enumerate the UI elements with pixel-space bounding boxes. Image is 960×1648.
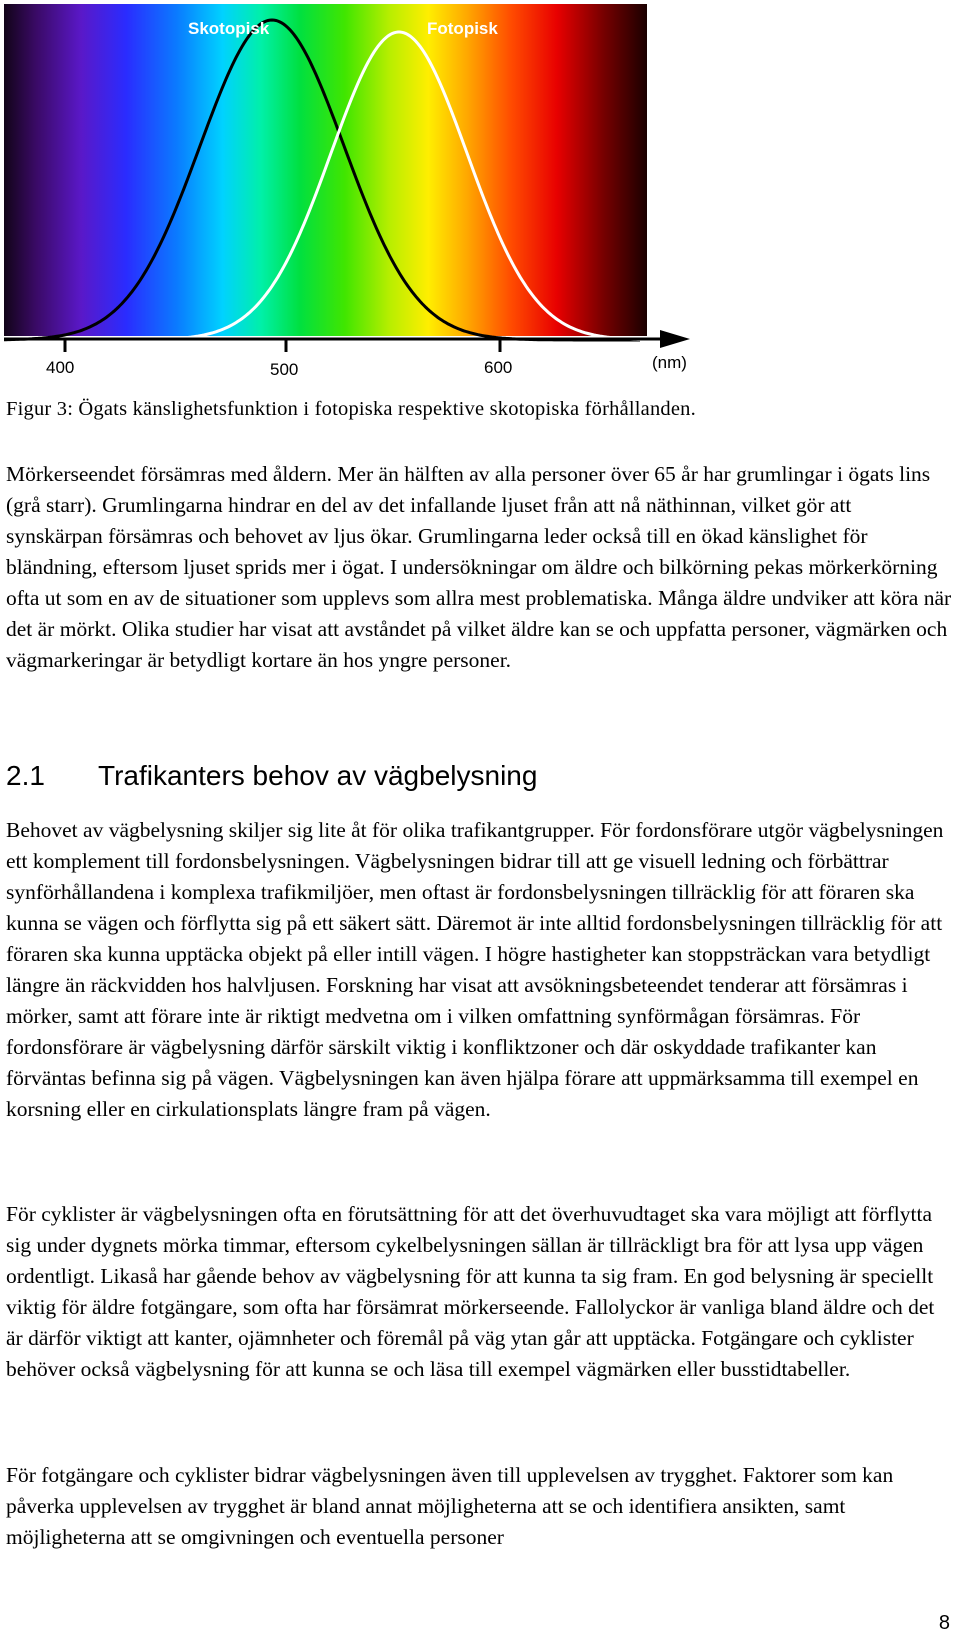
scotopic-label: Skotopisk (188, 19, 270, 38)
paragraph-safety: För fotgängare och cyklister bidrar vägbelysningen även till upplevelsen av trygghet. Faktorer som kan påverka upplevelsen av trygghet är bland annat möjligheterna att se och identifiera ansikten, samt möjligheterna att se omgivningen och eventuella personer (6, 1463, 894, 1549)
paragraph-drivers: Behovet av vägbelysning skiljer sig lite åt för olika trafikantgrupper. För fordonsförare utgör vägbelysningen ett komplement till fordonsbelysningen. Vägbelysningen bidrar till att ge visuell ledning och förbättrar synförhållandena i komplexa trafikmiljöer, men oftast är fordonsbelysningen tillräcklig för att föraren ska kunna se vägen och förflytta sig på ett säkert sätt. Däremot är inte alltid fordonsbelysningen tillräcklig för att föraren ska kunna upptäcka objekt på eller intill vägen. I högre hastigheter kan stoppsträckan vara betydligt längre än räckvidden hos halvljusen. Forskning har visat att avsökningsbeteendet tenderar att försämras i mörker, samt att förare inte är riktigt medvetna om i vilken omfattning synförmågan försämras. För fordonsförare är vägbelysning därför särskilt viktig i konfliktzoner och där oskyddade trafikanter kan förväntas befinna sig på vägen. Vägbelysningen kan även hjälpa förare att uppmärksamma till exempel en korsning eller en cirkulationsplats längre fram på vägen. (6, 818, 944, 1121)
x-tick-label-500: 500 (270, 360, 299, 379)
sensitivity-figure (0, 0, 960, 385)
section-title: Trafikanters behov av vägbelysning (98, 760, 538, 791)
paragraph-night-vision: Mörkerseendet försämras med åldern. Mer än hälften av alla personer över 65 år har grumlingar i ögats lins (grå starr). Grumlingarna hindrar en del av det infallande ljuset från att nå näthinnan, vilket gör att synskärpan försämras och behovet av ljus ökar. Grumlingarna leder också till en ökad känslighet för bländning, eftersom ljuset sprids mer i ögat. I undersökningar om äldre och bilkörning pekas mörkerkörning ofta ut som en av de situationer som upplevs som allra mest problematiska. Många äldre undviker att köra när det är mörkt. Olika studier har visat att avståndet på vilket äldre kan se och uppfatta personer, vägmärken och vägmarkeringar är betydligt kortare än hos yngre personer. (6, 462, 952, 672)
spectrum-chart (0, 0, 960, 385)
section-number: 2.1 (6, 760, 45, 791)
x-axis-arrowhead (660, 330, 690, 348)
section-heading (6, 760, 537, 792)
page-number: 8 (938, 1612, 950, 1634)
x-tick-label-600: 600 (484, 358, 513, 377)
paragraph-cyclists: För cyklister är vägbelysningen ofta en förutsättning för att det överhuvudtaget ska vara möjligt att förflytta sig under dygnets mörka timmar, eftersom cykelbelysningen sällan är tillräckligt bra för att lysa upp vägen ordentligt. Likaså har gående behov av vägbelysning för att kunna ta sig fram. En god belysning är speciellt viktig för äldre fotgängare, som ofta har försämrat mörkerseende. Fallolyckor är vanliga bland äldre och det är därför viktigt att kanter, ojämnheter och föremål på väg ytan går att upptäcka. Fotgängare och cyklister behöver också vägbelysning för att kunna se och läsa till exempel vägmärken eller busstidtabeller. (6, 1202, 935, 1381)
photopic-label: Fotopisk (427, 19, 498, 38)
x-tick-label-400: 400 (46, 358, 75, 377)
unit-label: (nm) (652, 353, 687, 372)
figure-caption: Figur 3: Ögats känslighetsfunktion i fotopiska respektive skotopiska förhållanden. (6, 398, 696, 420)
